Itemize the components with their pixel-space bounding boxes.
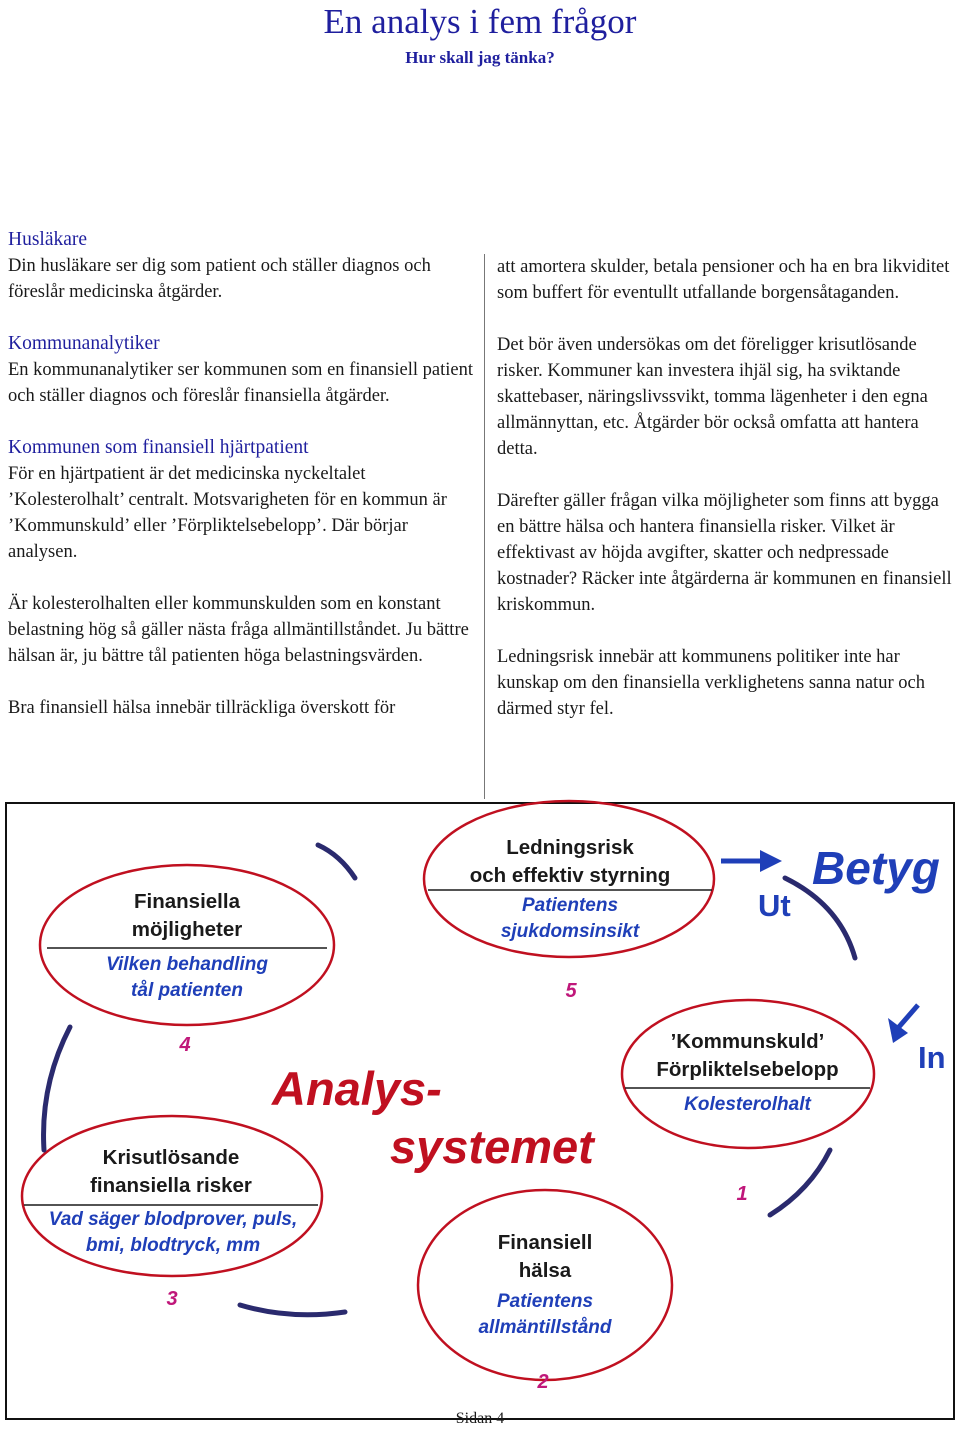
node5-subtitle: Patientens sjukdomsinsikt [500,895,640,942]
node3-title: Krisutlösande finansiella risker [90,1146,252,1197]
paragraph-hjartpatient: För en hjärtpatient är det medicinska nyckeltalet ’Kolesterolhalt’ centralt. Motsvarigheten för en kommun är ’Kommunskuld’ eller ’Förpliktelsebelopp’. Där börjar analysen. [8,464,447,562]
arrow-in-icon [888,1005,918,1043]
label-betyg: Betyg [812,842,940,894]
arc-left [44,1027,70,1150]
node5-title: Ledningsrisk och effektiv styrning [469,836,671,887]
paragraph-mojligheter: Därefter gäller frågan vilka möjligheter som finns att bygga en bättre hälsa och hantera finansiella risker. Vilket är effektivast av höjda avgifter, skatter och nedpressade kostnader? Räcker inte åtgärderna är kommunen en finansiell kriskommun. [497,491,952,615]
node4-subtitle: Vilken behandling tål patienten [106,954,268,1001]
heading-huslakare: Husläkare [8,229,88,250]
node1-number: 1 [736,1183,748,1205]
paragraph-halsa: Bra finansiell hälsa innebär tillräckliga överskott för [8,698,396,718]
node1-title: ’Kommunskuld’ Förpliktelsebelopp [656,1030,839,1081]
page-subtitle: Hur skall jag tänka? [405,48,555,67]
node2-subtitle: Patientens allmäntillstånd [478,1291,612,1338]
page-title: En analys i fem frågor [323,2,637,41]
arc-bottom [240,1305,345,1315]
label-ut: Ut [758,888,791,923]
arc-right [770,1150,830,1215]
heading-hjartpatient: Kommunen som finansiell hjärtpatient [8,437,309,458]
label-in: In [918,1040,946,1075]
node3-subtitle: Vad säger blodprover, puls, bmi, blodtryck, mm [48,1209,298,1256]
paragraph-kolesterol: Är kolesterolhalten eller kommunskulden som en konstant belastning hög så gäller nästa fråga allmäntillståndet. Ju bättre hälsan är, ju bättre tål patienten höga belastningsvärden. [8,594,469,666]
node2-title: Finansiell hälsa [497,1231,593,1282]
center-title-line1: Analys- [272,1062,442,1115]
node2-number: 2 [537,1371,549,1393]
node4-title: Finansiella möjligheter [131,890,243,941]
center-title-line2: systemet [390,1120,594,1173]
ellipse-node2 [418,1190,672,1380]
page-number: Sidan 4 [455,1410,505,1427]
paragraph-amortera: att amortera skulder, betala pensioner och ha en bra likviditet som buffert för eventullt utfallande borgensåtaganden. [497,257,950,303]
node1-subtitle: Kolesterolhalt [684,1094,811,1115]
paragraph-ledningsrisk: Ledningsrisk innebär att kommunens politiker inte har kunskap om den finansiella verklighetens sanna natur och därmed styr fel. [497,647,925,719]
node5-number: 5 [565,980,577,1002]
node4-number: 4 [179,1034,191,1056]
paragraph-kommunanalytiker: En kommunanalytiker ser kommunen som en finansiell patient och ställer diagnos och föreslår finansiella åtgärder. [8,360,473,406]
paragraph-krisrisker: Det bör även undersökas om det föreligger krisutlösande risker. Kommuner kan investera ihjäl sig, ha sviktande skattebaser, näringslivssvikt, tomma lägenheter i den egna allmännyttan, etc. Åtgärder bör också omfatta att hantera detta. [497,335,928,459]
heading-kommunanalytiker: Kommunanalytiker [8,333,160,354]
arrow-out-icon [721,850,782,872]
paragraph-huslakare: Din husläkare ser dig som patient och ställer diagnos och föreslår medicinska åtgärder. [8,256,431,302]
arc-top-left [318,845,355,878]
node3-number: 3 [166,1288,178,1310]
